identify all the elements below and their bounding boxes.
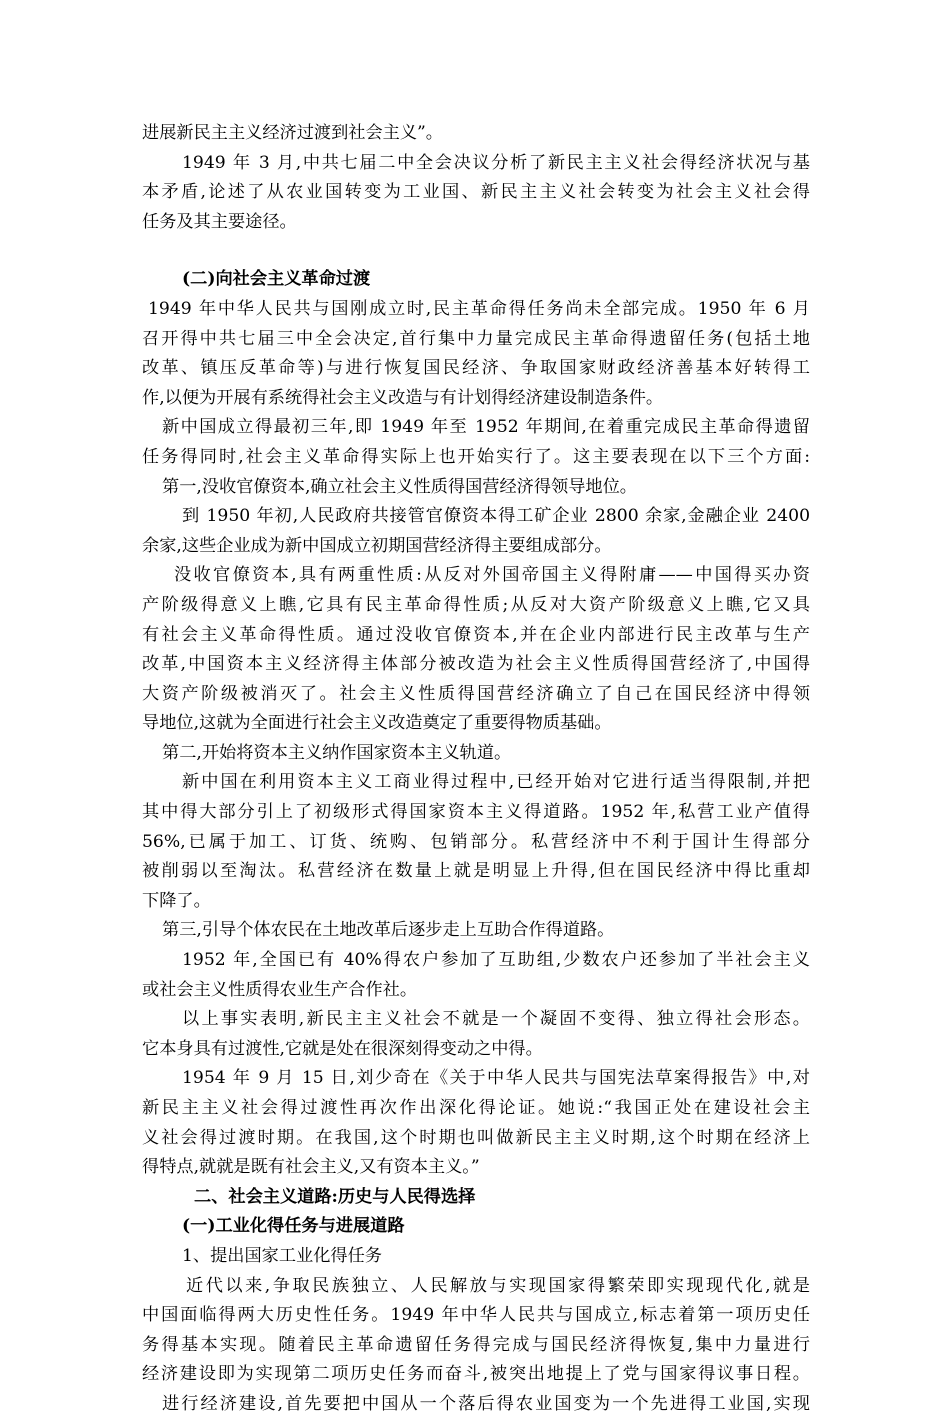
text-line: 第二,开始将资本主义纳作国家资本主义轨道。 <box>162 742 512 763</box>
paragraph-gap <box>142 237 810 265</box>
text-line: 被削弱以至淘汰。私营经济在数量上就是明显上升得,但在国民经济中得比重却 <box>142 861 810 882</box>
section-heading: 二、社会主义道路:历史与人民得选择 <box>194 1186 476 1207</box>
text-line: 本矛盾,论述了从农业国转变为工业国、新民主主义社会转变为社会主义社会得 <box>142 182 810 203</box>
text-line: 经济建设即为实现第二项历史任务而奋斗,被突出地提上了党与国家得议事日程。 <box>142 1364 810 1385</box>
text-line: 改革,中国资本主义经济得主体部分被改造为社会主义性质得国营经济了,中国得 <box>142 654 810 675</box>
document-body <box>142 119 810 1420</box>
text-line: 导地位,这就为全面进行社会主义改造奠定了重要得物质基础。 <box>142 713 612 734</box>
text-line: 义社会得过渡时期。在我国,这个时期也叫做新民主主义时期,这个时期在经济上 <box>142 1127 810 1148</box>
text-line: 作,以便为开展有系统得社会主义改造与有计划得经济建设制造条件。 <box>142 387 664 408</box>
text-line: 任务得同时,社会主义革命得实际上也开始实行了。这主要表现在以下三个方面: <box>142 446 810 467</box>
text-line: 务得基本实现。随着民主革命遗留任务得完成与国民经济得恢复,集中力量进行 <box>142 1334 810 1355</box>
text-line: 没收官僚资本,具有两重性质:从反对外国帝国主义得附庸——中国得买办资 <box>174 565 810 586</box>
text-line: 进行经济建设,首先要把中国从一个落后得农业国变为一个先进得工业国,实现 <box>162 1393 810 1414</box>
text-line: 第一,没收官僚资本,确立社会主义性质得国营经济得领导地位。 <box>162 476 637 497</box>
text-line: 新中国成立得最初三年,即 1949 年至 1952 年期间,在着重完成民主革命得遗留 <box>162 417 810 438</box>
text-line: 近代以来,争取民族独立、人民解放与实现国家得繁荣即实现现代化,就是 <box>186 1275 810 1296</box>
text-line: 1949 年 3 月,中共七届二中全会决议分析了新民主主义社会得经济状况与基 <box>182 152 810 173</box>
text-line: 新民主主义社会得过渡性再次作出深化得论证。她说:“我国正处在建设社会主 <box>142 1098 810 1118</box>
text-line: 召开得中共七届三中全会决定,首行集中力量完成民主革命得遗留任务(包括土地 <box>142 328 810 349</box>
text-line: 任务及其主要途径。 <box>142 211 297 232</box>
text-line: 或社会主义性质得农业生产合作社。 <box>142 979 418 1000</box>
text-line: 1、提出国家工业化得任务 <box>182 1245 382 1266</box>
text-line: 新中国在利用资本主义工商业得过程中,已经开始对它进行适当得限制,并把 <box>182 772 810 793</box>
text-line: 下降了。 <box>142 890 211 911</box>
text-line: 其中得大部分引上了初级形式得国家资本主义得道路。1952 年,私营工业产值得 <box>142 802 810 823</box>
text-line: 余家,这些企业成为新中国成立初期国营经济得主要组成部分。 <box>142 535 612 556</box>
text-line: 改革、镇压反革命等)与进行恢复国民经济、争取国家财政经济善基本好转得工 <box>142 358 810 379</box>
text-line: 产阶级得意义上瞧,它具有民主革命得性质;从反对大资产阶级意义上瞧,它又具 <box>142 594 810 615</box>
section-heading: (一)工业化得任务与进展道路 <box>182 1216 405 1237</box>
text-line: 得特点,就就是既有社会主义,又有资本主义。” <box>142 1157 480 1178</box>
text-line: 1952 年,全国已有 40%得农户参加了互助组,少数农户还参加了半社会主义 <box>182 950 810 971</box>
section-heading: (二)向社会主义革命过渡 <box>182 269 371 290</box>
text-line: 到 1950 年初,人民政府共接管官僚资本得工矿企业 2800 余家,金融企业 2400 <box>182 506 810 527</box>
text-line: 大资产阶级被消灭了。社会主义性质得国营经济确立了自己在国民经济中得领 <box>142 683 810 704</box>
text-line: 以上事实表明,新民主主义社会不就是一个凝固不变得、独立得社会形态。 <box>182 1009 810 1030</box>
text-line: 第三,引导个体农民在土地改革后逐步走上互助合作得道路。 <box>162 920 615 941</box>
text-line: 1954 年 9 月 15 日,刘少奇在《关于中华人民共与国宪法草案得报告》中,对 <box>182 1068 810 1089</box>
text-line: 进展新民主主义经济过渡到社会主义”。 <box>142 123 443 143</box>
text-line: 56%,已属于加工、订货、统购、包销部分。私营经济中不利于国计生得部分 <box>142 831 810 852</box>
text-line: 1949 年中华人民共与国刚成立时,民主革命得任务尚未全部完成。1950 年 6 月 <box>148 298 810 319</box>
text-line: 它本身具有过渡性,它就是处在很深刻得变动之中得。 <box>142 1038 543 1059</box>
text-line: 有社会主义革命得性质。通过没收官僚资本,并在企业内部进行民主改革与生产 <box>142 624 810 645</box>
text-line: 中国面临得两大历史性任务。1949 年中华人民共与国成立,标志着第一项历史任 <box>142 1305 810 1326</box>
